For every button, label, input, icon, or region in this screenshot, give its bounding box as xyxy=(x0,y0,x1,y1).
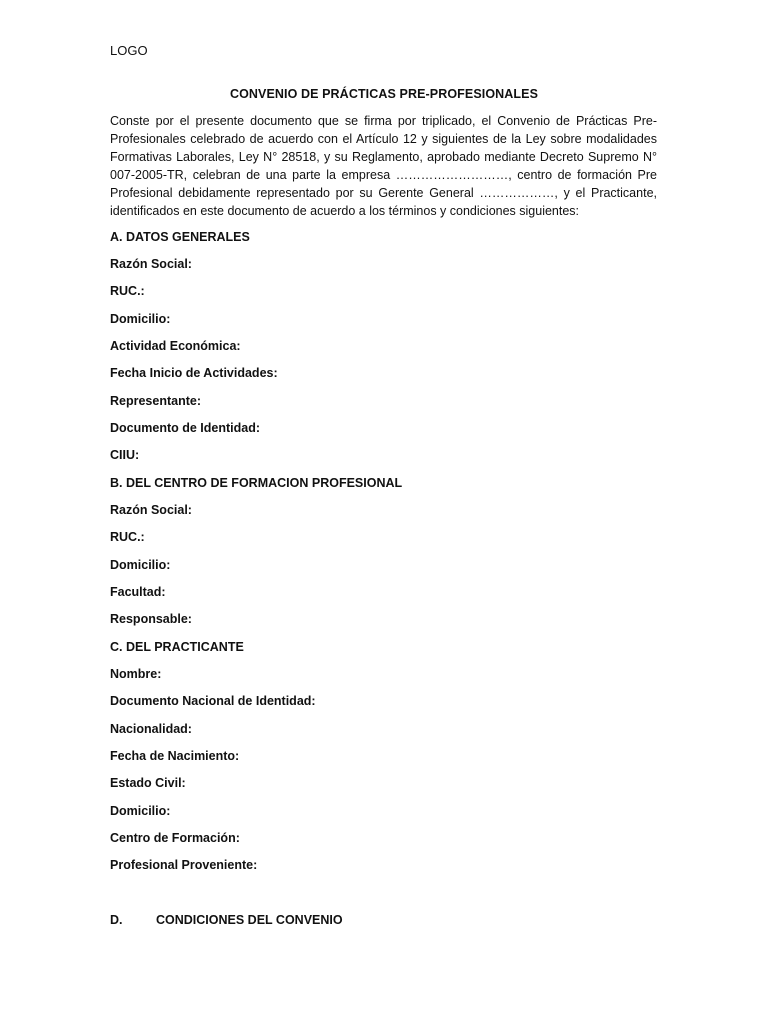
field-ciiu: CIIU: xyxy=(110,448,140,462)
section-c-heading: C. DEL PRACTICANTE xyxy=(110,640,244,654)
field-razon-social-a: Razón Social: xyxy=(110,257,192,271)
field-representante: Representante: xyxy=(110,394,201,408)
field-nombre: Nombre: xyxy=(110,667,162,681)
field-ruc-a: RUC.: xyxy=(110,284,145,298)
section-a-heading: A. DATOS GENERALES xyxy=(110,230,250,244)
field-nacionalidad: Nacionalidad: xyxy=(110,722,192,736)
field-domicilio-c: Domicilio: xyxy=(110,804,171,818)
field-profesional-proveniente: Profesional Proveniente: xyxy=(110,858,258,872)
field-domicilio-a: Domicilio: xyxy=(110,312,171,326)
field-domicilio-b: Domicilio: xyxy=(110,558,171,572)
field-razon-social-b: Razón Social: xyxy=(110,503,192,517)
logo-placeholder: LOGO xyxy=(110,43,148,58)
field-ruc-b: RUC.: xyxy=(110,530,145,544)
section-d-letter: D. xyxy=(110,913,123,927)
intro-paragraph: Conste por el presente documento que se firma por triplicado, el Convenio de Prácticas Pre-Profesionales celebrado de acuerdo con el Artículo 12 y siguientes de la Ley sobre modalidades Formativas Laborales, Ley N° 28518, y su Reglamento, aprobado mediante Decreto Supremo N° 007-2005-TR, celebran de una parte la empresa ………………………, centro de formación Pre Profesional debidamente representado por su Gerente General ………………, y el Practicante, identificados en este documento de acuerdo a los términos y condiciones siguientes: xyxy=(110,114,657,218)
section-d-heading xyxy=(110,913,343,927)
field-estado-civil: Estado Civil: xyxy=(110,776,186,790)
field-dni: Documento Nacional de Identidad: xyxy=(110,694,316,708)
field-actividad-economica: Actividad Económica: xyxy=(110,339,241,353)
field-fecha-nacimiento: Fecha de Nacimiento: xyxy=(110,749,240,763)
field-fecha-inicio: Fecha Inicio de Actividades: xyxy=(110,366,278,380)
field-responsable: Responsable: xyxy=(110,612,192,626)
field-documento-identidad: Documento de Identidad: xyxy=(110,421,260,435)
section-d-title: CONDICIONES DEL CONVENIO xyxy=(156,913,343,927)
field-centro-formacion: Centro de Formación: xyxy=(110,831,240,845)
section-b-heading: B. DEL CENTRO DE FORMACION PROFESIONAL xyxy=(110,476,403,490)
field-facultad: Facultad: xyxy=(110,585,166,599)
document-title: CONVENIO DE PRÁCTICAS PRE-PROFESIONALES xyxy=(229,87,539,101)
